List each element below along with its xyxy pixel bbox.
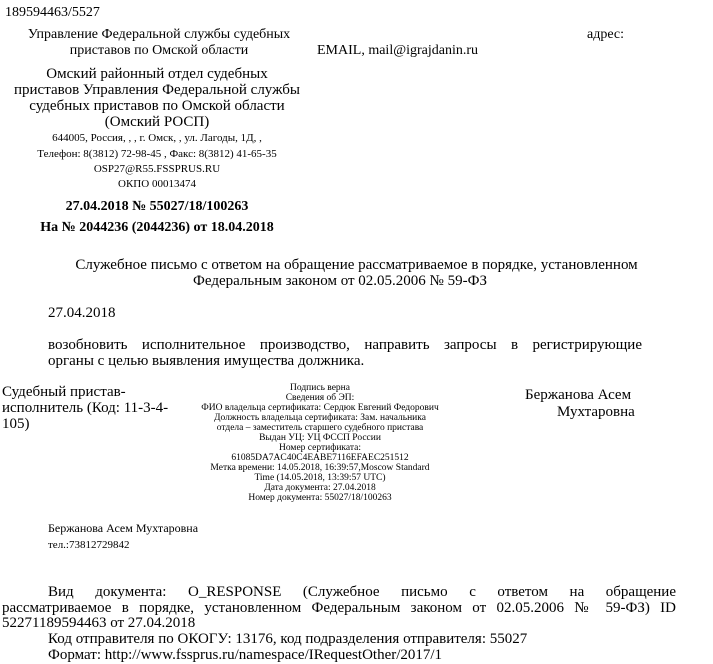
e-signature-stamp [170,383,470,503]
stamp-line-10: Time (14.05.2018, 13:39:57 UTC) [254,473,386,483]
address-label: адрес: [587,27,625,42]
doc-type-line-1: Вид документа: O_RESPONSE (Служебное письмо с ответом на обращение [48,584,676,600]
stamp-line-7: Номер сертификата: [279,443,361,453]
incoming-reference: На № 2044236 (2044236) от 18.04.2018 [40,220,274,235]
stamp-line-6: Выдан УЦ: УЦ ФССП России [259,433,381,443]
signer-name-line-1: Бержанова Асем [525,387,632,403]
addressee-line-2: приставов по Омской области [69,43,249,58]
executor-name: Бержанова Асем Мухтаровна [48,521,199,535]
executor-phone: тел.:73812729842 [48,539,130,551]
sender-email: OSP27@R55.FSSPRUS.RU [93,163,221,175]
signer-position-line-1: Судебный пристав- [2,384,126,400]
doc-type-line-2: рассматриваемое в порядке, установленном Федеральным законом от 02.05.2006 № 59-ФЗ) ID [2,600,676,616]
stamp-line-12: Номер документа: 55027/18/100263 [248,493,392,503]
sender-line-3: судебных приставов по Омской области [29,98,285,114]
stamp-line-2: Сведения об ЭП: [285,393,355,403]
stamp-line-11: Дата документа: 27.04.2018 [264,483,376,493]
body-line-2: органы с целью выявления имущества должника. [48,353,365,369]
letter-date: 27.04.2018 [48,305,116,321]
doc-type-line-3: 52271189594463 от 27.04.2018 [2,615,196,631]
stamp-line-5: отдела – заместитель старшего судебного пристава [216,423,424,433]
sender-line-1: Омский районный отдел судебных [46,66,268,82]
stamp-line-3: ФИО владельца сертификата: Сердюк Евгений Федорович [201,403,439,413]
sender-phone: Телефон: 8(3812) 72-98-45 , Факс: 8(3812) 41-65-35 [37,148,277,160]
signer-name-line-2: Мухтаровна [557,404,635,420]
stamp-line-1: Подпись верна [290,383,350,393]
stamp-line-4: Должность владельца сертификата: Зам. начальника [214,413,426,423]
stamp-line-9: Метка времени: 14.05.2018, 16:39:57,Moscow Standard [210,463,430,473]
addressee-email: EMAIL, mail@igrajdanin.ru [317,43,479,58]
signer-position-line-2: исполнитель (Код: 11-3-4- [2,400,169,416]
sender-line-4: (Омский РОСП) [104,114,210,130]
sender-code: Код отправителя по ОКОГУ: 13176, код подразделения отправителя: 55027 [48,631,528,647]
sender-line-2: приставов Управления Федеральной службы [14,82,300,98]
subject-line-1: Служебное письмо с ответом на обращение рассматриваемое в порядке, установленном [75,257,638,273]
document-id: 189594463/5527 [5,5,100,20]
sender-address: 644005, Россия, , , г. Омск, , ул. Лагоды, 1Д, , [52,132,262,144]
subject-line-2: Федеральным законом от 02.05.2006 № 59-ФЗ [193,273,487,289]
stamp-line-8: 61085DA7AC40C4EABE7116EFAEC251512 [231,453,409,463]
format-url: Формат: http://www.fssprus.ru/namespace/IRequestOther/2017/1 [48,647,443,663]
sender-okpo: ОКПО 00013474 [118,178,196,190]
addressee-line-1: Управление Федеральной службы судебных [27,27,291,42]
body-line-1: возобновить исполнительное производство, направить запросы в регистрирующие [48,337,642,353]
signer-position-line-3: 105) [2,416,30,432]
outgoing-reference: 27.04.2018 № 55027/18/100263 [65,199,249,214]
